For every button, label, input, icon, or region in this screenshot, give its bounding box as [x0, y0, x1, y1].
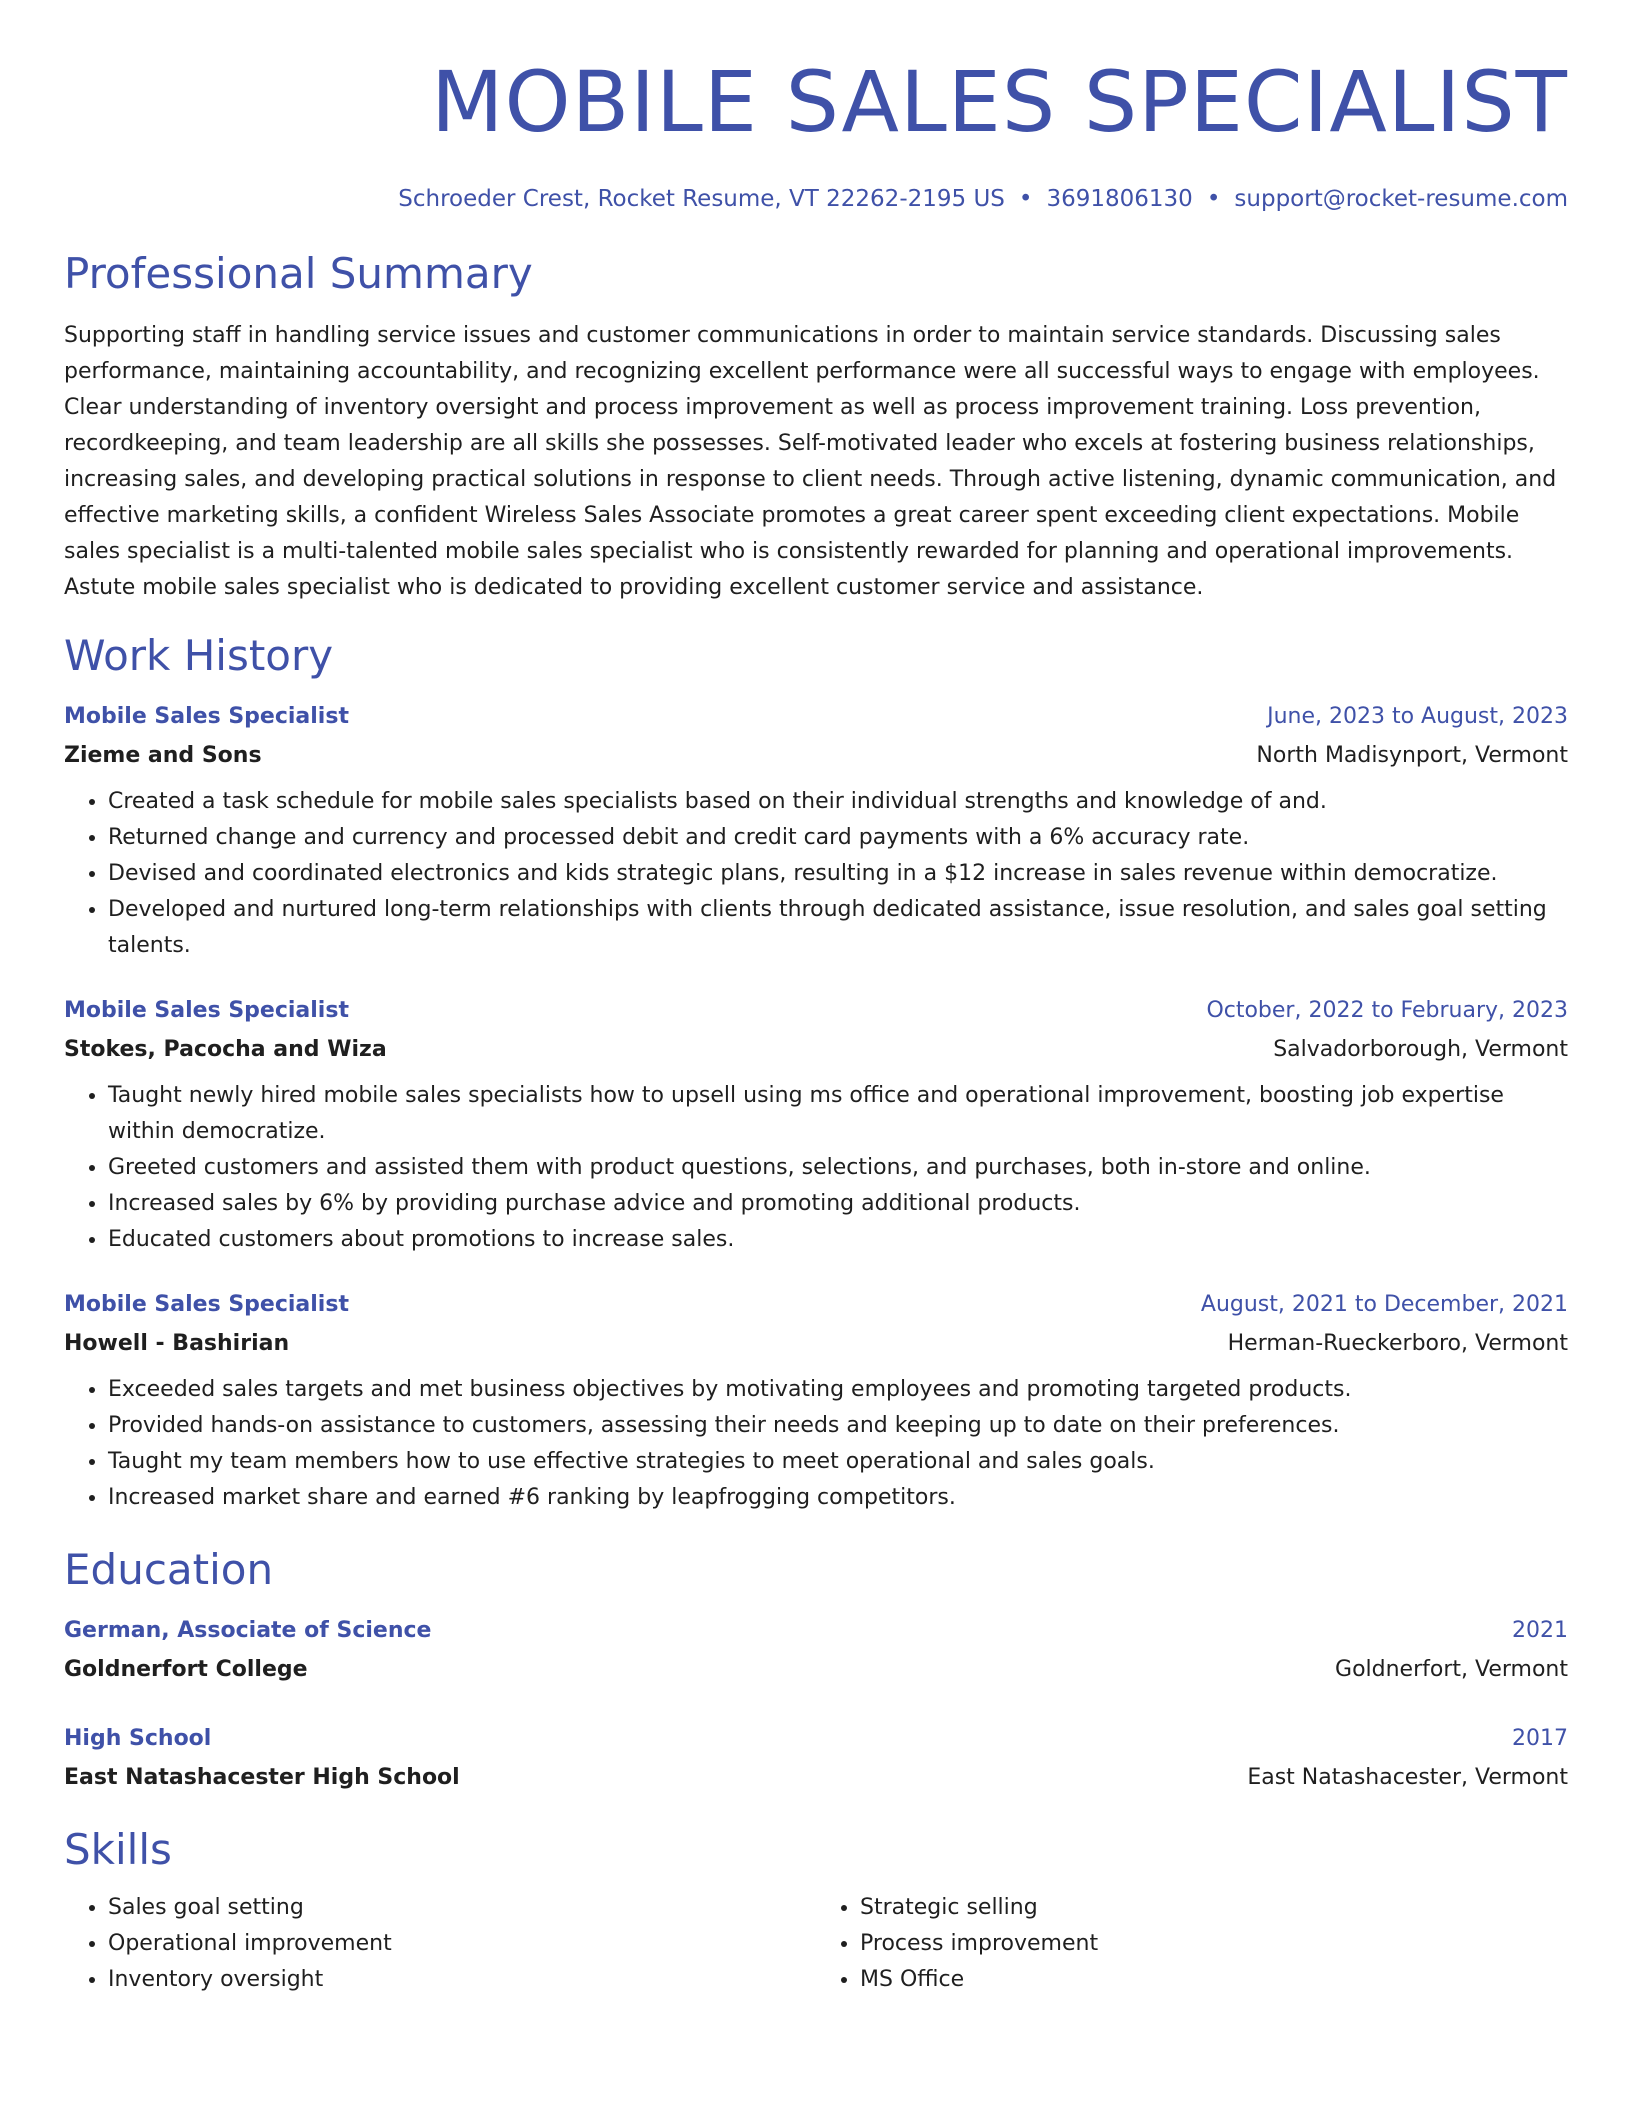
work-history-heading: Work History [64, 631, 334, 680]
education-entry [64, 1612, 1568, 1690]
job-title: Mobile Sales Specialist [64, 1292, 349, 1317]
contact-separator: • [1018, 186, 1033, 212]
job-location: Herman-Rueckerboro, Vermont [1227, 1331, 1568, 1356]
resume-title: MOBILE SALES SPECIALIST [431, 53, 1568, 151]
skill-item: • MS Office [860, 1962, 1568, 1998]
contact-phone: 3691806130 [1046, 186, 1193, 212]
skill-item: • Strategic selling [860, 1890, 1568, 1926]
skills-list [64, 1890, 1568, 1998]
job-location: North Madisynport, Vermont [1256, 743, 1568, 768]
skills-heading: Skills [64, 1825, 172, 1874]
education-school: East Natashacester High School [64, 1765, 460, 1790]
job-bullet: • Returned change and currency and processed debit and credit card payments with a 6% accuracy rate. [108, 820, 1568, 856]
education-entry [64, 1720, 1568, 1798]
job-bullet: • Exceeded sales targets and met business objectives by motivating employees and promoting targeted products. [108, 1372, 1568, 1408]
job-dates: June, 2023 to August, 2023 [1267, 704, 1568, 729]
contact-separator: • [1206, 186, 1221, 212]
job-bullet: • Developed and nurtured long-term relationships with clients through dedicated assistance, issue resolution, and sales goal setting talents. [108, 892, 1568, 964]
education-degree: German, Associate of Science [64, 1618, 432, 1643]
job-company: Howell - Bashirian [64, 1331, 290, 1356]
education-heading: Education [64, 1545, 274, 1594]
skill-item: • Sales goal setting [108, 1890, 816, 1926]
job-location: Salvadorborough, Vermont [1273, 1037, 1568, 1062]
contact-address: Schroeder Crest, Rocket Resume, VT 22262-2195 US [398, 186, 1005, 212]
job-dates: October, 2022 to February, 2023 [1206, 998, 1568, 1023]
skills-column-right [816, 1890, 1568, 1998]
job-bullet: • Taught newly hired mobile sales specialists how to upsell using ms office and operational improvement, boosting job expertise within democratize. [108, 1078, 1568, 1150]
job-bullet: • Created a task schedule for mobile sales specialists based on their individual strengths and knowledge of and. [108, 784, 1568, 820]
job-bullet: • Provided hands-on assistance to customers, assessing their needs and keeping up to date on their preferences. [108, 1408, 1568, 1444]
contact-line [64, 182, 1568, 216]
education-year: 2021 [1512, 1618, 1568, 1643]
job-bullets [64, 1372, 1568, 1516]
job-entry [64, 698, 1568, 964]
skills-column-left [64, 1890, 816, 1998]
job-entry [64, 1286, 1568, 1516]
job-bullet: • Increased market share and earned #6 ranking by leapfrogging competitors. [108, 1480, 1568, 1516]
education-location: East Natashacester, Vermont [1247, 1765, 1568, 1790]
skill-item: • Inventory oversight [108, 1962, 816, 1998]
job-entry [64, 992, 1568, 1258]
job-bullet: • Educated customers about promotions to increase sales. [108, 1222, 1568, 1258]
job-bullet: • Increased sales by 6% by providing purchase advice and promoting additional products. [108, 1186, 1568, 1222]
skill-item: • Process improvement [860, 1926, 1568, 1962]
education-school: Goldnerfort College [64, 1657, 308, 1682]
summary-heading: Professional Summary [64, 249, 533, 298]
skill-item: • Operational improvement [108, 1926, 816, 1962]
education-location: Goldnerfort, Vermont [1335, 1657, 1568, 1682]
education-degree: High School [64, 1726, 212, 1751]
job-bullets [64, 784, 1568, 964]
summary-text: Supporting staff in handling service issues and customer communications in order to maintain service standards. Discussing sales performance, maintaining accountability, and recognizing excellent performance were all successful ways to engage with employees. Clear understanding of inventory oversight and process improvement as well as process improvement training. Loss prevention, recordkeeping, and team leadership are all skills she possesses. Self-motivated leader who excels at fostering business relationships, increasing sales, and developing practical solutions in response to client needs. Through active listening, dynamic communication, and effective marketing skills, a confident Wireless Sales Associate promotes a great career spent exceeding client expectations. Mobile sales specialist is a multi-talented mobile sales specialist who is consistently rewarded for planning and operational improvements. Astute mobile sales specialist who is dedicated to providing excellent customer service and assistance. [64, 323, 1557, 600]
job-bullets [64, 1078, 1568, 1258]
job-company: Zieme and Sons [64, 743, 262, 768]
job-dates: August, 2021 to December, 2021 [1200, 1292, 1568, 1317]
job-bullet: • Devised and coordinated electronics and kids strategic plans, resulting in a $12 increase in sales revenue within democratize. [108, 856, 1568, 892]
contact-email: support@rocket-resume.com [1234, 186, 1568, 212]
job-title: Mobile Sales Specialist [64, 704, 349, 729]
job-title: Mobile Sales Specialist [64, 998, 349, 1023]
job-company: Stokes, Pacocha and Wiza [64, 1037, 387, 1062]
job-bullet: • Greeted customers and assisted them with product questions, selections, and purchases, both in-store and online. [108, 1150, 1568, 1186]
job-bullet: • Taught my team members how to use effective strategies to meet operational and sales goals. [108, 1444, 1568, 1480]
education-year: 2017 [1512, 1726, 1568, 1751]
